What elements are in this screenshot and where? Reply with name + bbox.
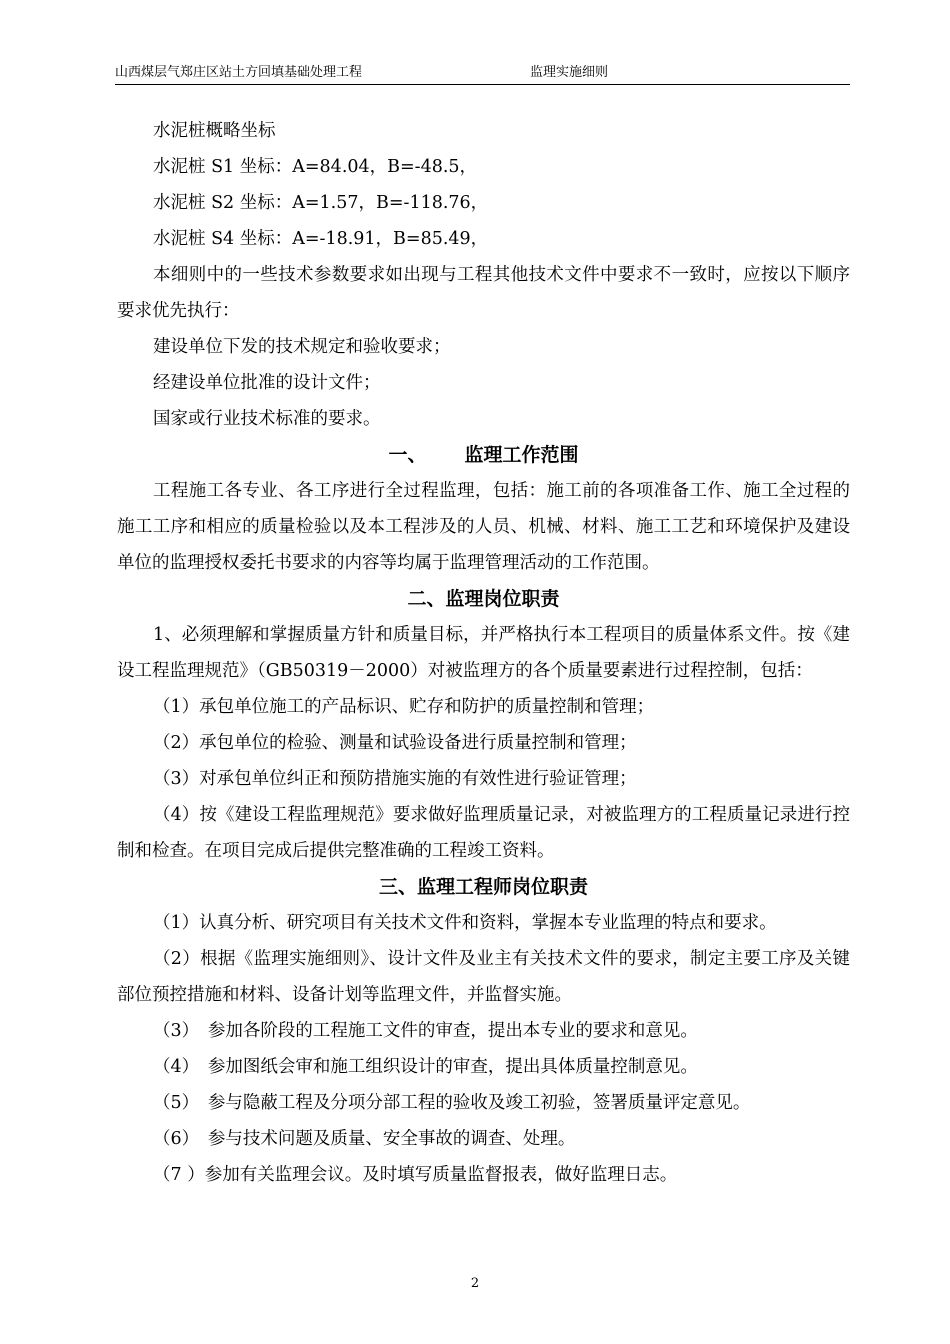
section-2-item: （1）承包单位施工的产品标识、贮存和防护的质量控制和管理； — [153, 697, 655, 717]
header-doc-title: 监理实施细则 — [530, 65, 609, 80]
priority-item: 经建设单位批准的设计文件； — [153, 373, 381, 393]
coord-s1: 水泥桩 S1 坐标：A=84.04，B=-48.5， — [153, 157, 478, 177]
section-3-item: （6） 参与技术问题及质量、安全事故的调查、处理。 — [153, 1129, 576, 1149]
section-heading-3: 三、监理工程师岗位职责 — [378, 876, 588, 898]
coord-s4: 水泥桩 S4 坐标：A=-18.91，B=85.49， — [153, 229, 489, 249]
priority-item: 建设单位下发的技术规定和验收要求； — [153, 337, 451, 357]
priority-item: 国家或行业技术标准的要求。 — [153, 409, 381, 429]
section-heading-2: 二、监理岗位职责 — [407, 588, 560, 610]
section-3-item: （3） 参加各阶段的工程施工文件的审查，提出本专业的要求和意见。 — [153, 1021, 698, 1041]
section-2-item: （4）按《建设工程监理规范》要求做好监理质量记录，对被监理方的工程质量记录进行控制和检查。在项目完成后提供完整准确的工程竣工资料。 — [117, 805, 850, 861]
page-header — [115, 64, 850, 85]
section-1-number: 一、 — [388, 444, 427, 466]
section-1-body: 工程施工各专业、各工序进行全过程监理，包括：施工前的各项准备工作、施工全过程的施工工序和相应的质量检验以及本工程涉及的人员、机械、材料、施工工艺和环境保护及建设单位的监理授权委托书要求的内容等均属于监理管理活动的工作范围。 — [117, 481, 850, 573]
page-number: 2 — [470, 1276, 480, 1291]
section-3-item: （4） 参加图纸会审和施工组织设计的审查，提出具体质量控制意见。 — [153, 1057, 698, 1077]
section-2-item: （3）对承包单位纠正和预防措施实施的有效性进行验证管理； — [153, 769, 637, 789]
priority-note: 本细则中的一些技术参数要求如出现与工程其他技术文件中要求不一致时，应按以下顺序要求优先执行： — [117, 265, 850, 321]
coord-s2: 水泥桩 S2 坐标：A=1.57，B=-118.76， — [153, 193, 489, 213]
section-heading-1 — [117, 437, 850, 473]
section-3-item: （1）认真分析、研究项目有关技术文件和资料，掌握本专业监理的特点和要求。 — [153, 913, 777, 933]
section-2-para: 1、必须理解和掌握质量方针和质量目标，并严格执行本工程项目的质量体系文件。按《建设工程监理规范》（GB50319－2000）对被监理方的各个质量要素进行过程控制，包括： — [117, 625, 850, 681]
document-body — [117, 113, 850, 1193]
section-1-title: 监理工作范围 — [464, 444, 579, 466]
section-2-item: （2）承包单位的检验、测量和试验设备进行质量控制和管理； — [153, 733, 637, 753]
header-project-title: 山西煤层气郑庄区站土方回填基础处理工程 — [115, 65, 363, 80]
section-3-item: （2）根据《监理实施细则》、设计文件及业主有关技术文件的要求，制定主要工序及关键部位预控措施和材料、设备计划等监理文件，并监督实施。 — [117, 949, 850, 1005]
coord-title: 水泥桩概略坐标 — [153, 121, 276, 141]
section-3-item: （7 ）参加有关监理会议。及时填写质量监督报表，做好监理日志。 — [153, 1165, 678, 1185]
section-3-item: （5） 参与隐蔽工程及分项分部工程的验收及竣工初验，签署质量评定意见。 — [153, 1093, 751, 1113]
